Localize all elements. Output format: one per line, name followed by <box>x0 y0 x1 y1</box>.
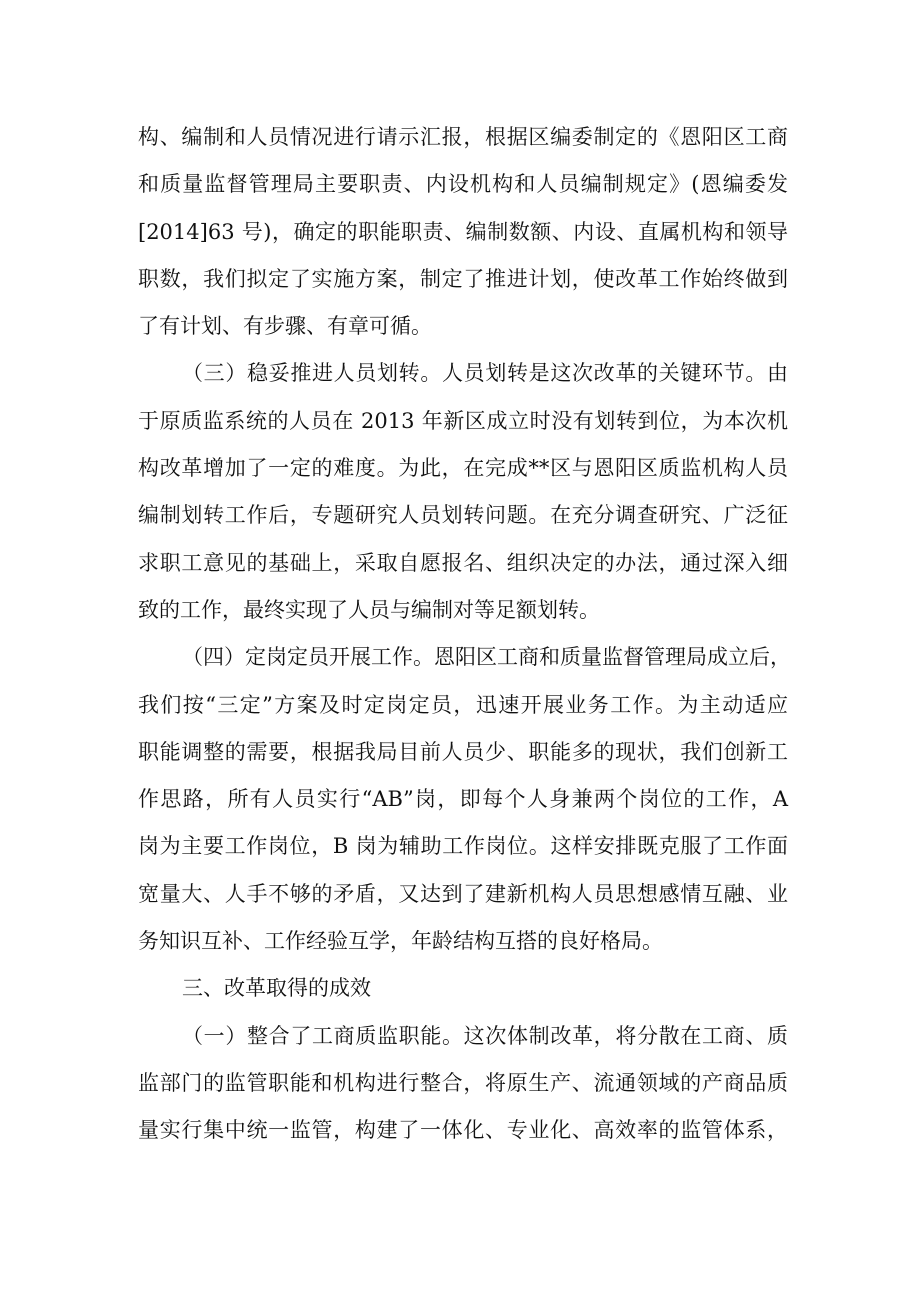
body-text <box>138 114 791 1155</box>
paragraph-line: 职数，我们拟定了实施方案，制定了推进计划，使改革工作始终做到 <box>138 266 788 291</box>
paragraph-line: 了有计划、有步骤、有章可循。 <box>138 314 432 339</box>
paragraph-line: 于原质监系统的人员在 2013 年新区成立时没有划转到位，为本次机 <box>138 408 788 433</box>
paragraph-line: （三）稳妥推进人员划转。人员划转是这次改革的关键环节。由 <box>182 361 788 386</box>
paragraph-line: 构、编制和人员情况进行请示汇报，根据区编委制定的《恩阳区工商 <box>138 125 788 149</box>
paragraph-line: 致的工作，最终实现了人员与编制对等足额划转。 <box>138 597 600 622</box>
paragraph-line: 构改革增加了一定的难度。为此，在完成**区与恩阳区质监机构人员 <box>138 456 788 481</box>
paragraph-line: 作思路，所有人员实行“AB”岗，即每个人身兼两个岗位的工作，A <box>138 787 788 812</box>
paragraph-line: （四）定岗定员开展工作。恩阳区工商和质量监督管理局成立后， <box>182 645 791 670</box>
paragraph-line: [2014]63 号)，确定的职能职责、编制数额、内设、直属机构和领导 <box>138 219 788 244</box>
section-heading: 三、改革取得的成效 <box>182 976 371 1001</box>
paragraph-line: 我们按“三定”方案及时定岗定员，迅速开展业务工作。为主动适应 <box>138 692 788 717</box>
paragraph-line: 务知识互补、工作经验互学，年龄结构互搭的良好格局。 <box>138 929 663 954</box>
paragraph-line: 求职工意见的基础上，采取自愿报名、组织决定的办法，通过深入细 <box>138 550 788 575</box>
paragraph-line: 宽量大、人手不够的矛盾，又达到了建新机构人员思想感情互融、业 <box>138 881 788 906</box>
paragraph-line: 编制划转工作后，专题研究人员划转问题。在充分调查研究、广泛征 <box>138 503 788 528</box>
paragraph-line: （一）整合了工商质监职能。这次体制改革，将分散在工商、质 <box>182 1023 788 1048</box>
paragraph-line: 岗为主要工作岗位，B 岗为辅助工作岗位。这样安排既克服了工作面 <box>138 834 788 859</box>
paragraph-line: 监部门的监管职能和机构进行整合，将原生产、流通领域的产商品质 <box>138 1070 788 1095</box>
paragraph-line: 量实行集中统一监管，构建了一体化、专业化、高效率的监管体系， <box>138 1118 788 1143</box>
paragraph-line: 和质量监督管理局主要职责、内设机构和人员编制规定》(恩编委发 <box>138 172 788 197</box>
paragraph-line: 职能调整的需要，根据我局目前人员少、职能多的现状，我们创新工 <box>138 739 788 764</box>
